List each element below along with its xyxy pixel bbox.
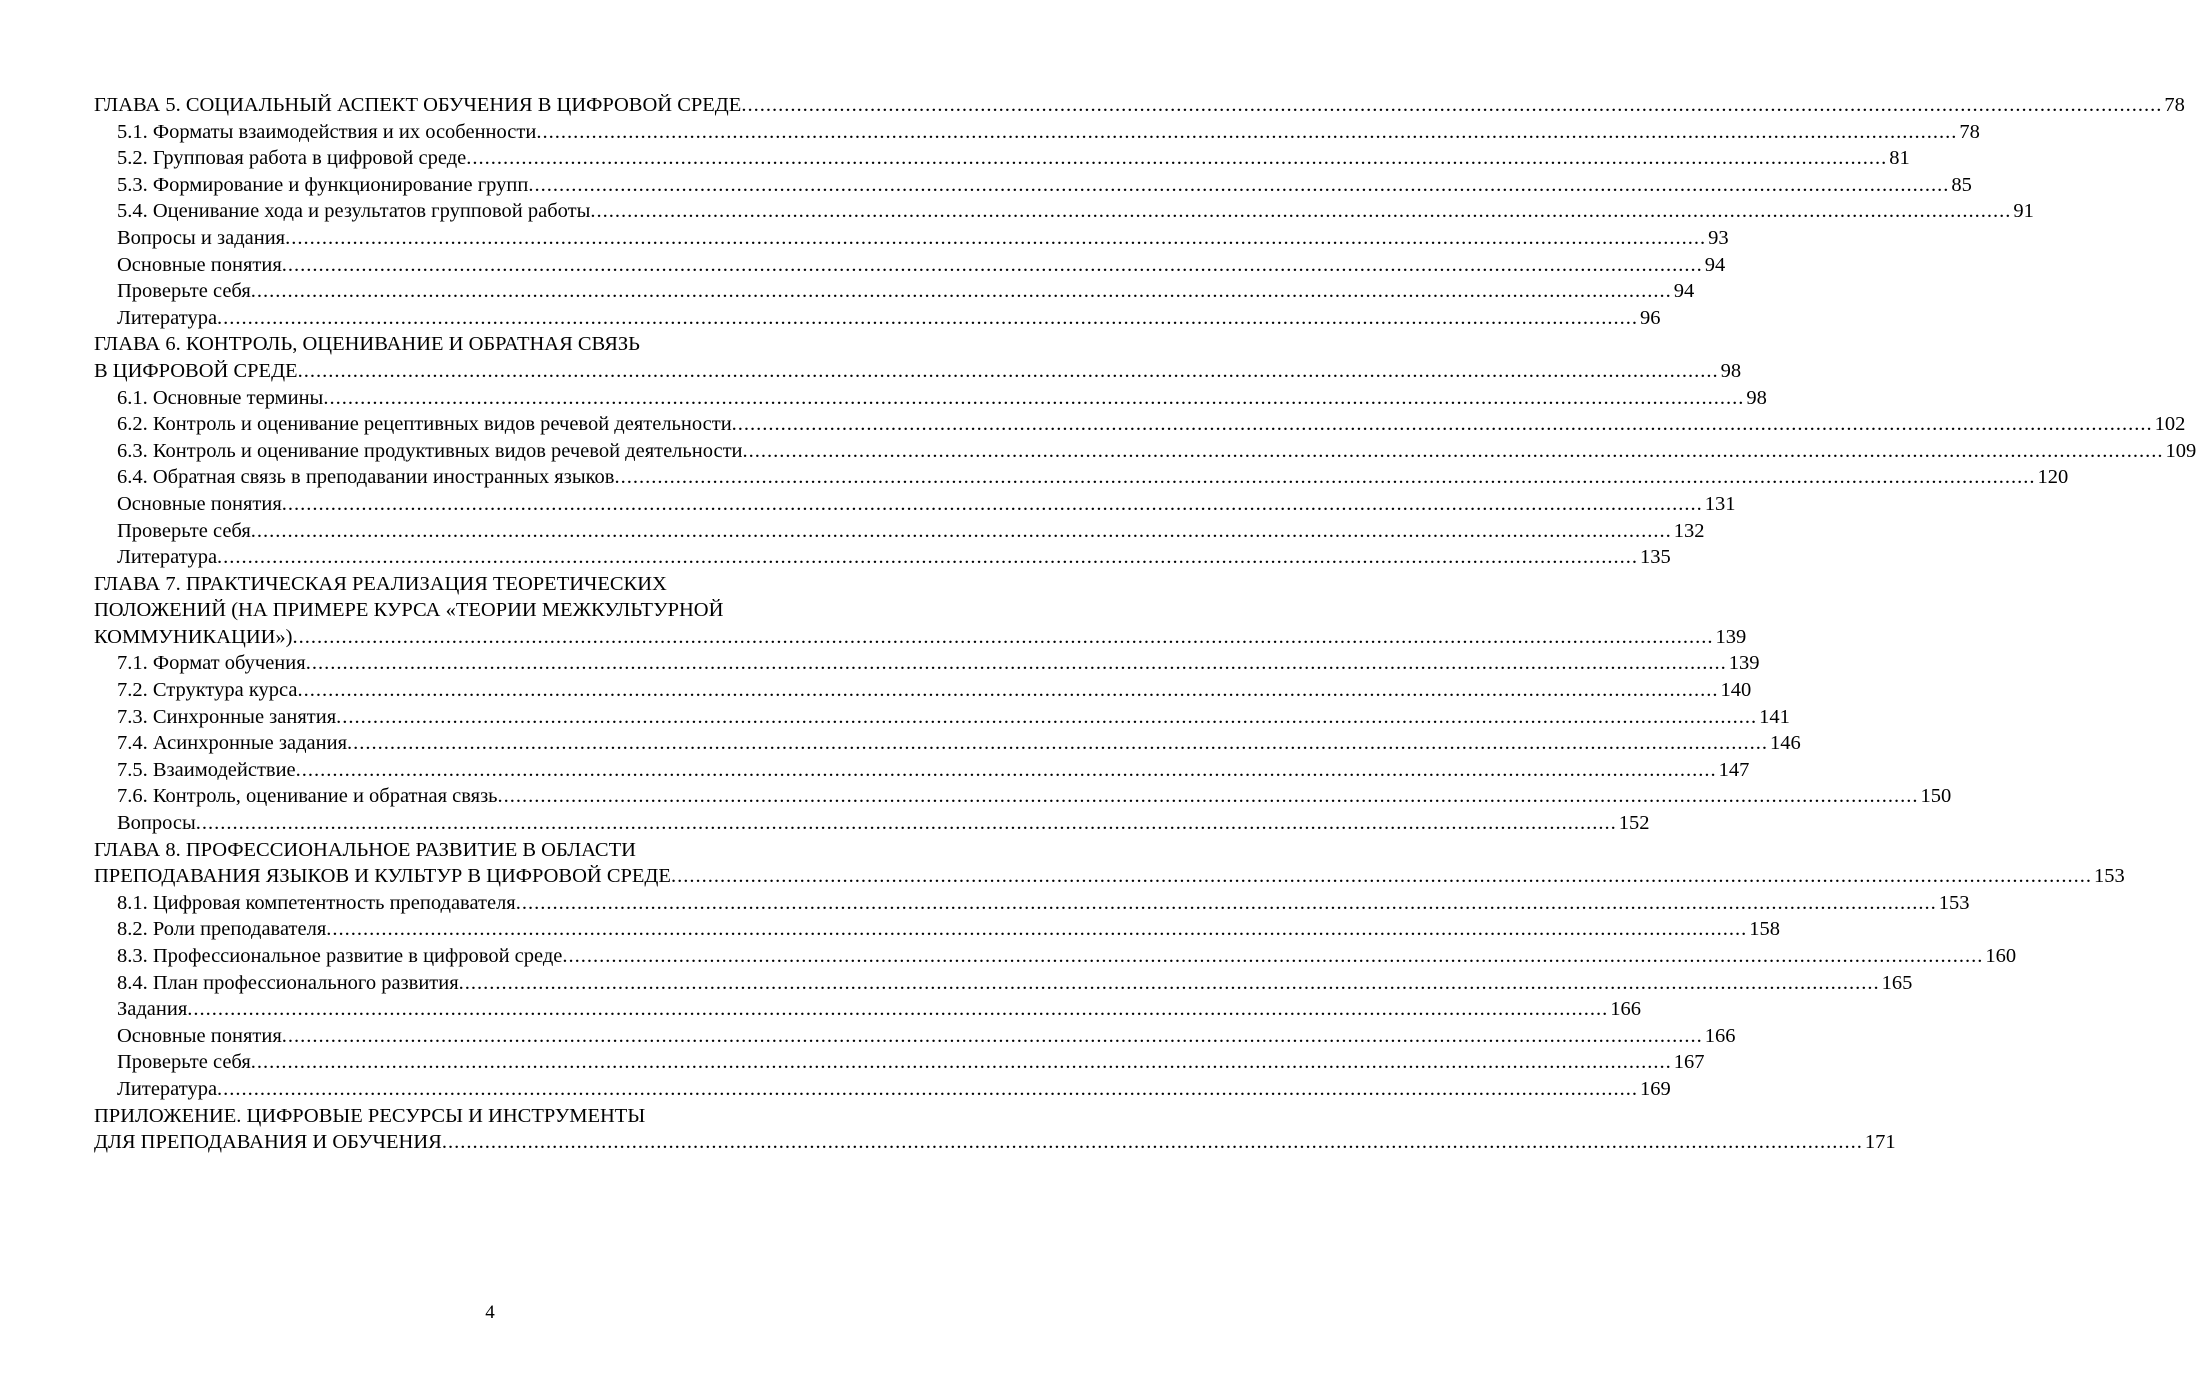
dot-leader (528, 172, 1949, 199)
toc-entry-title: 8.1. Цифровая компетентность преподавателя (117, 891, 516, 914)
dot-leader (298, 358, 1719, 385)
toc-section-entry (94, 119, 1980, 146)
toc-entry-title: 8.2. Роли преподавателя (117, 918, 327, 941)
dot-leader (498, 783, 1919, 810)
dot-leader (466, 145, 1887, 172)
dot-leader (326, 916, 1747, 943)
toc-entry-title: Основные понятия (117, 253, 282, 276)
toc-page-number: 131 (1704, 492, 1736, 515)
toc-section-entry (94, 411, 2186, 438)
toc-section-entry (94, 198, 2034, 225)
dot-leader (282, 1023, 1703, 1050)
dot-leader (196, 810, 1617, 837)
toc-page-number: 167 (1673, 1051, 1705, 1074)
toc-section-entry (94, 677, 1752, 704)
dot-leader (306, 650, 1727, 677)
toc-entry-title: Вопросы (117, 812, 196, 835)
toc-section-entry (94, 385, 1767, 412)
page-number: 4 (485, 1302, 495, 1323)
toc-entry-title: 5.2. Групповая работа в цифровой среде (117, 147, 467, 170)
toc-section-entry (94, 518, 1705, 545)
toc-section-entry (94, 145, 1910, 172)
toc-page-number: 165 (1881, 971, 1913, 994)
toc-section-entry (94, 252, 1726, 279)
dot-leader (671, 863, 2092, 890)
toc-page-number: 153 (1938, 891, 1970, 914)
toc-page-number: 85 (1951, 173, 1972, 196)
dot-leader (285, 225, 1706, 252)
toc-entry-title: 6.1. Основные термины (117, 386, 324, 409)
toc-entry-title: 6.2. Контроль и оценивание рецептивных видов речевой деятельности (117, 413, 732, 436)
toc-page-number: 158 (1749, 918, 1780, 941)
toc-section-entry (94, 305, 1661, 332)
toc-chapter-line (94, 92, 2185, 119)
toc-section-entry (94, 491, 1736, 518)
toc-page-number: 109 (2165, 439, 2196, 462)
toc-chapter-line (94, 837, 886, 864)
toc-entry-title: 8.4. План профессионального развития (117, 971, 459, 994)
toc-page-number: 139 (1728, 652, 1760, 675)
dot-leader (323, 385, 1744, 412)
toc-page-number: 96 (1640, 306, 1661, 329)
dot-leader (442, 1129, 1863, 1156)
toc-entry-title: ПРЕПОДАВАНИЯ ЯЗЫКОВ И КУЛЬТУР В ЦИФРОВОЙ СРЕДЕ (94, 865, 671, 888)
dot-leader (251, 1049, 1672, 1076)
toc-section-entry (94, 810, 1650, 837)
toc-entry-title: 7.1. Формат обучения (117, 652, 306, 675)
toc-section-entry (94, 438, 2196, 465)
toc-page-number: 98 (1746, 386, 1767, 409)
dot-leader (516, 890, 1937, 917)
toc-section-entry (94, 996, 1642, 1023)
toc-entry-title: ГЛАВА 5. СОЦИАЛЬНЫЙ АСПЕКТ ОБУЧЕНИЯ В ЦИФРОВОЙ СРЕДЕ (94, 94, 742, 116)
toc-page-number: 98 (1720, 359, 1742, 382)
toc-entry-title: ГЛАВА 6. КОНТРОЛЬ, ОЦЕНИВАНИЕ И ОБРАТНАЯ СВЯЗЬ (94, 333, 640, 356)
toc-page-number: 166 (1704, 1024, 1736, 1047)
toc-entry-title: Проверьте себя (117, 280, 251, 303)
toc-entry-title: Вопросы и задания (117, 226, 286, 249)
toc-section-entry (94, 890, 1970, 917)
toc-page-number: 132 (1673, 519, 1705, 542)
toc-section-entry (94, 1023, 1736, 1050)
toc-entry-title: В ЦИФРОВОЙ СРЕДЕ (94, 359, 298, 382)
dot-leader (336, 704, 1757, 731)
toc-entry-title: Проверьте себя (117, 1051, 251, 1074)
toc-page-number: 102 (2154, 413, 2186, 436)
toc-page-number: 91 (2013, 200, 2034, 223)
toc-page-number: 94 (1704, 253, 1726, 276)
toc-section-entry (94, 278, 1695, 305)
toc-chapter-line (94, 624, 1747, 651)
dot-leader (217, 1076, 1638, 1103)
toc-entry-title: 8.3. Профессиональное развитие в цифровой среде (117, 945, 563, 967)
dot-leader (187, 996, 1608, 1023)
toc-section-entry (94, 730, 1801, 757)
toc-entry-title: ПОЛОЖЕНИЙ (НА ПРИМЕРЕ КУРСА «ТЕОРИИ МЕЖКУЛЬТУРНОЙ (94, 599, 724, 622)
toc-entry-title: Литература (117, 306, 218, 329)
toc-page-number: 93 (1708, 226, 1729, 249)
toc-section-entry (94, 172, 1972, 199)
toc-chapter-line (94, 1103, 886, 1130)
dot-leader (296, 757, 1717, 784)
toc-chapter-line (94, 331, 886, 358)
dot-leader (562, 943, 1983, 970)
toc-entry-title: 7.2. Структура курса (117, 679, 298, 702)
toc-page-number: 150 (1920, 785, 1952, 808)
toc-chapter-line (94, 1129, 1896, 1156)
toc-section-entry (94, 970, 1913, 997)
toc-entry-title: Проверьте себя (117, 519, 251, 542)
toc-entry-title: 6.4. Обратная связь в преподавании иностранных языков (117, 466, 615, 489)
toc-page-number: 140 (1720, 679, 1752, 702)
toc-entry-title: Литература (117, 1077, 218, 1100)
toc-entry-title: Основные понятия (117, 1024, 282, 1047)
toc-page-number: 139 (1715, 625, 1747, 648)
toc-chapter-line (94, 863, 2125, 890)
dot-leader (251, 518, 1672, 545)
dot-leader (590, 198, 2011, 225)
dot-leader (536, 119, 1957, 146)
dot-leader (217, 544, 1638, 571)
toc-entry-title: 5.3. Формирование и функционирование групп (117, 173, 529, 196)
toc-entry-title: 6.3. Контроль и оценивание продуктивных видов речевой деятельности (117, 439, 743, 462)
toc-section-entry (94, 225, 1729, 252)
toc-page-number: 78 (2164, 94, 2185, 116)
toc-section-entry (94, 916, 1780, 943)
toc-section-entry (94, 464, 2069, 491)
toc-page-number: 120 (2037, 466, 2069, 489)
toc-section-entry (94, 544, 1671, 571)
toc-chapter-line (94, 597, 886, 624)
toc-section-entry (94, 704, 1790, 731)
toc-entry-title: 7.6. Контроль, оценивание и обратная связь (117, 785, 498, 808)
dot-leader (251, 278, 1672, 305)
toc-page-number: 153 (2093, 865, 2125, 888)
toc-entry-title: Основные понятия (117, 492, 282, 515)
toc-page-number: 166 (1610, 998, 1642, 1021)
toc-chapter-line (94, 358, 1742, 385)
dot-leader (459, 970, 1880, 997)
toc-page-number: 169 (1640, 1077, 1671, 1100)
toc-page-number: 152 (1618, 812, 1650, 835)
toc-entry-title: КОММУНИКАЦИИ») (94, 625, 293, 648)
toc-page-number: 171 (1864, 1131, 1896, 1154)
dot-leader (732, 411, 2153, 438)
table-of-contents (94, 92, 2196, 1156)
toc-entry-title: Задания (117, 998, 188, 1021)
toc-entry-title: ГЛАВА 8. ПРОФЕССИОНАЛЬНОЕ РАЗВИТИЕ В ОБЛАСТИ (94, 838, 636, 861)
toc-page-number: 160 (1985, 945, 2017, 967)
dot-leader (217, 305, 1638, 332)
dot-leader (282, 252, 1703, 279)
toc-page-number: 81 (1889, 147, 1910, 170)
toc-entry-title: ГЛАВА 7. ПРАКТИЧЕСКАЯ РЕАЛИЗАЦИЯ ТЕОРЕТИЧЕСКИХ (94, 572, 667, 595)
toc-page-number: 147 (1718, 758, 1750, 781)
toc-page-number: 78 (1959, 120, 1980, 143)
toc-entry-title: ПРИЛОЖЕНИЕ. ЦИФРОВЫЕ РЕСУРСЫ И ИНСТРУМЕНТЫ (94, 1104, 646, 1127)
toc-section-entry (94, 1076, 1671, 1103)
dot-leader (741, 92, 2162, 119)
dot-leader (282, 491, 1703, 518)
toc-section-entry (94, 1049, 1705, 1076)
dot-leader (614, 464, 2035, 491)
dot-leader (297, 677, 1718, 704)
toc-section-entry (94, 783, 1952, 810)
toc-section-entry (94, 650, 1760, 677)
toc-entry-title: ДЛЯ ПРЕПОДАВАНИЯ И ОБУЧЕНИЯ (94, 1131, 442, 1154)
toc-page-number: 141 (1759, 705, 1790, 728)
toc-entry-title: 5.1. Форматы взаимодействия и их особенности (117, 120, 537, 143)
toc-entry-title: 7.5. Взаимодействие (117, 758, 296, 781)
dot-leader (347, 730, 1768, 757)
toc-entry-title: 5.4. Оценивание хода и результатов групповой работы (117, 200, 591, 223)
toc-page-number: 146 (1770, 732, 1801, 755)
toc-entry-title: 7.4. Асинхронные задания (117, 732, 347, 755)
toc-section-entry (94, 943, 2017, 970)
toc-section-entry (94, 757, 1750, 784)
toc-page-number: 135 (1640, 546, 1671, 569)
toc-entry-title: 7.3. Синхронные занятия (117, 705, 337, 728)
dot-leader (293, 624, 1714, 651)
dot-leader (743, 438, 2164, 465)
toc-chapter-line (94, 571, 886, 598)
toc-page-number: 94 (1673, 280, 1695, 303)
toc-entry-title: Литература (117, 546, 218, 569)
